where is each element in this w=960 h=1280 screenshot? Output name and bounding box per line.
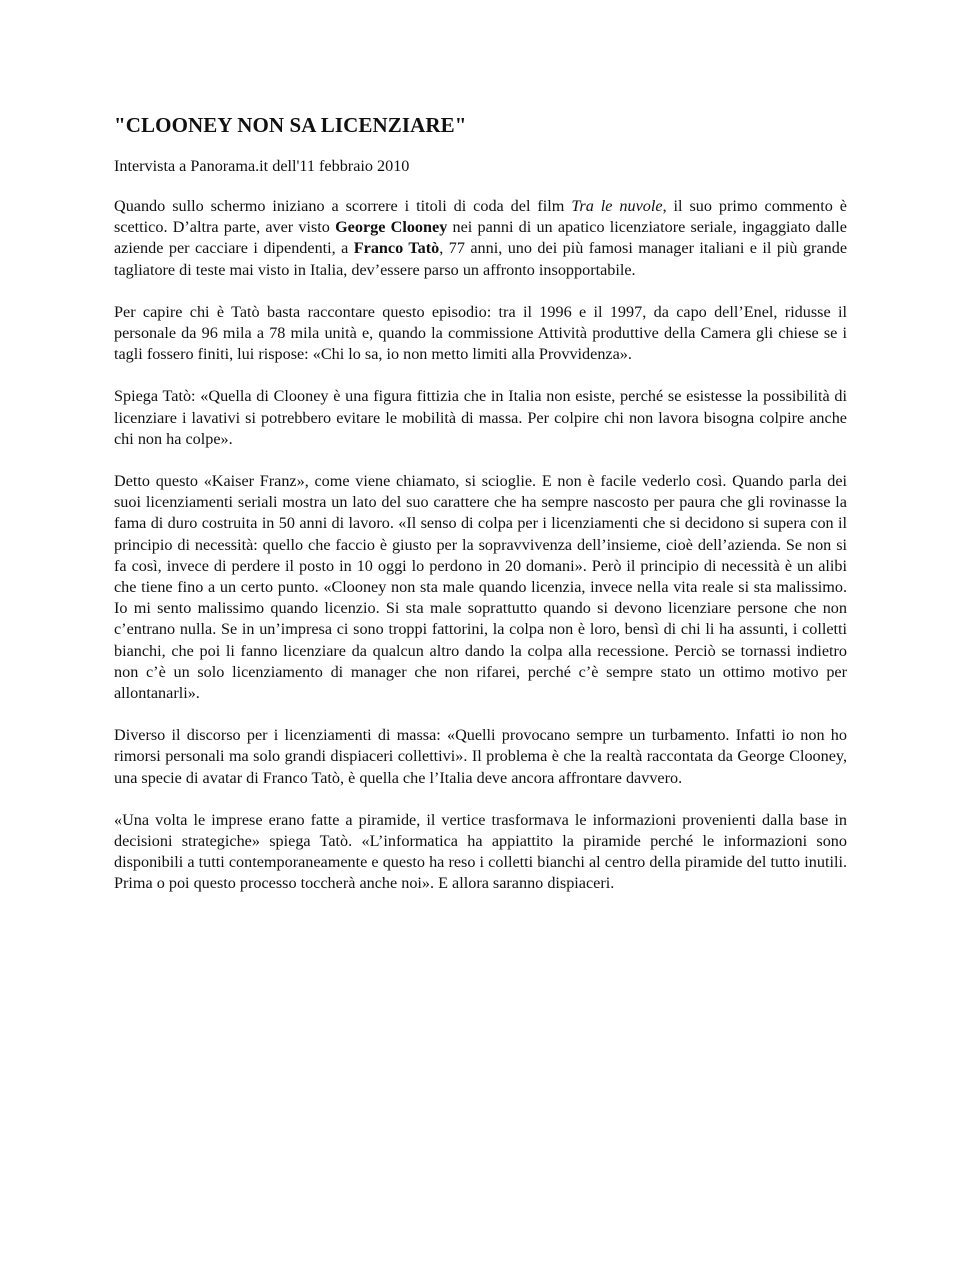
paragraph-1-text-d: , 77 anni, uno dei più famosi manager italiani e il più grande tagliatore di teste mai visto in Italia, dev’essere parso un affronto insopportabile. <box>114 239 848 279</box>
paragraph-4: Detto questo «Kaiser Franz», come viene chiamato, si scioglie. E non è facile vederlo così. Quando parla dei suoi licenziamenti seriali mostra un lato del suo carattere che ha sempre nascosto per paura che gli rovinasse la fama di duro costruita in 50 anni di lavoro. «Il senso di colpa per i licenziamenti che si decidono si supera con il principio di necessità: quello che faccio è giusto per la sopravvivenza dell’insieme, cioè dell’azienda. Se non si fa così, invece di perdere il posto in 10 oggi lo perdono in 20 domani». Però il principio di necessità è un alibi che tiene fino a un certo punto. «Clooney non sta male quando licenzia, invece nella vita reale si sta malissimo. Io mi sento malissimo quando licenzio. Si sta male soprattutto quando si devono licenziare persone che non c’entrano nulla. Se in un’impresa ci sono troppi fattorini, la colpa non è loro, bensì di chi li ha assunti, i colletti bianchi, che poi li fanno licenziare da qualcun altro dando la colpa alla recessione. Perciò se tornassi indietro non c’è un solo licenziamento di manager che non rifarei, perché c’è sempre stato un ottimo motivo per allontanarli». <box>114 472 847 703</box>
paragraph-6: «Una volta le imprese erano fatte a piramide, il vertice trasformava le informazioni provenienti dalla base in decisioni strategiche» spiega Tatò. «L’informatica ha appiattito la piramide perché le informazioni sono disponibili a tutti contemporaneamente e questo ha reso i colletti bianchi al centro della piramide del tutto inutili. Prima o poi questo processo toccherà anche noi». E allora saranno dispiaceri. <box>114 810 847 893</box>
name-george-clooney: George Clooney <box>335 218 448 237</box>
document-page <box>114 112 847 916</box>
paragraph-1-text-b: , il suo primo commento è scettico. D’altra parte, aver visto <box>114 197 847 237</box>
article-title: "CLOONEY NON SA LICENZIARE" <box>114 113 467 137</box>
paragraph-1 <box>114 196 847 281</box>
paragraph-5: Diverso il discorso per i licenziamenti di massa: «Quelli provocano sempre un turbamento. Infatti io non ho rimorsi personali ma solo grandi dispiaceri collettivi». Il problema è che la realtà raccontata da George Clooney, una specie di avatar di Franco Tatò, è quella che l’Italia deve ancora affrontare davvero. <box>114 726 847 787</box>
paragraph-1-text-a: Quando sullo schermo iniziano a scorrere i titoli di coda del film <box>114 197 572 215</box>
paragraph-3: Spiega Tatò: «Quella di Clooney è una figura fittizia che in Italia non esiste, perché se esistesse la possibilità di licenziare i lavativi si potrebbero evitare le mobilità di massa. Per colpire chi non lavora bisogna colpire anche chi non ha colpe». <box>114 387 847 448</box>
film-title: Tra le nuvole <box>571 197 663 215</box>
name-franco-tato: Franco Tatò <box>353 239 440 258</box>
paragraph-2: Per capire chi è Tatò basta raccontare questo episodio: tra il 1996 e il 1997, da capo dell’Enel, ridusse il personale da 96 mila a 78 mila unità e, quando la commissione Attività produttive della Camera gli chiese se i tagli fossero finiti, lui rispose: «Chi lo sa, io non metto limiti alla Provvidenza». <box>114 302 847 364</box>
article-subtitle: Intervista a Panorama.it dell'11 febbraio 2010 <box>114 157 410 175</box>
paragraph-1-text-c: nei panni di un apatico licenziatore seriale, ingaggiato dalle aziende per cacciare i dipendenti, a <box>114 218 847 258</box>
